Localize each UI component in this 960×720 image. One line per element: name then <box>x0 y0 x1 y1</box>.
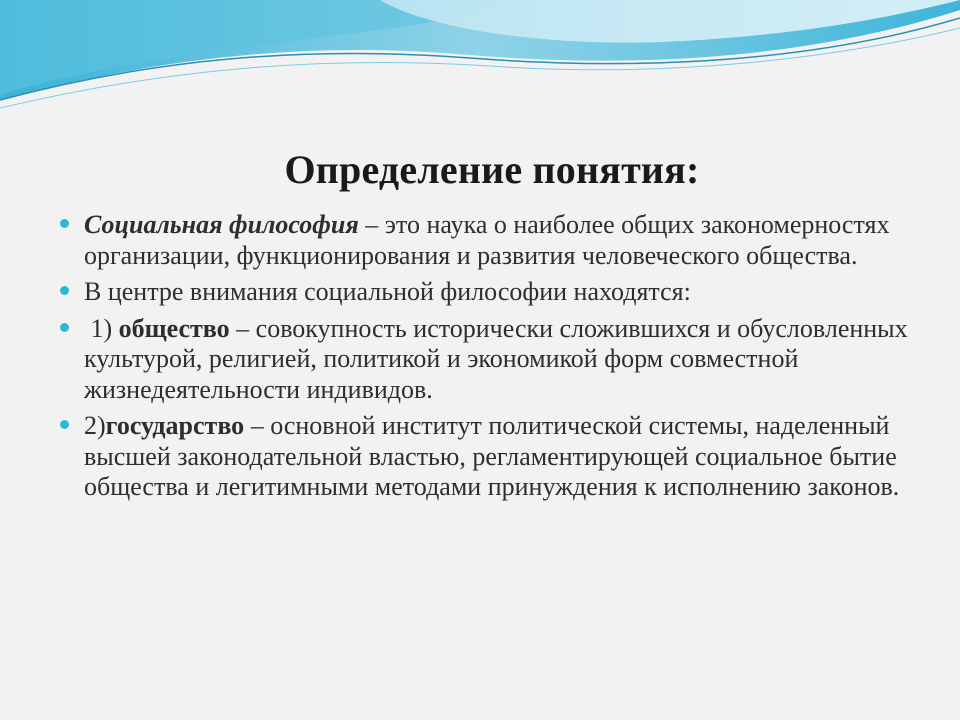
bullet-term: общество <box>118 313 230 343</box>
bullet-dot-icon <box>60 219 69 228</box>
bullet-list <box>58 210 918 509</box>
slide-title: Определение понятия: <box>284 147 700 192</box>
bullet-dot-icon <box>60 420 69 429</box>
wave-decoration <box>0 0 960 120</box>
bullet-item <box>58 277 918 308</box>
bullet-item <box>58 411 918 503</box>
bullet-text: В центре внимания социальной философии находятся: <box>84 277 691 306</box>
bullet-prefix: 2) <box>84 411 106 440</box>
bullet-text: – это наука о наиболее общих закономерностях организации, функционирования и развития человеческого общества. <box>84 210 890 270</box>
bullet-text: – совокупность исторически сложившихся и обусловленных культурой, религией, политикой и экономикой форм совместной жизнедеятельности индивидов. <box>84 313 908 404</box>
bullet-text: – основной институт политической системы, наделенный высшей законодательной властью, регламентирующей социальное бытие общества и легитимными методами принуждения к исполнению законов. <box>84 411 900 501</box>
bullet-prefix: 1) <box>84 313 119 343</box>
bullet-dot-icon <box>60 323 69 332</box>
bullet-dot-icon <box>60 286 69 295</box>
bullet-term: государство <box>105 411 245 440</box>
bullet-term: Социальная философия <box>84 210 359 239</box>
bullet-item <box>58 210 918 271</box>
bullet-item <box>58 314 918 406</box>
